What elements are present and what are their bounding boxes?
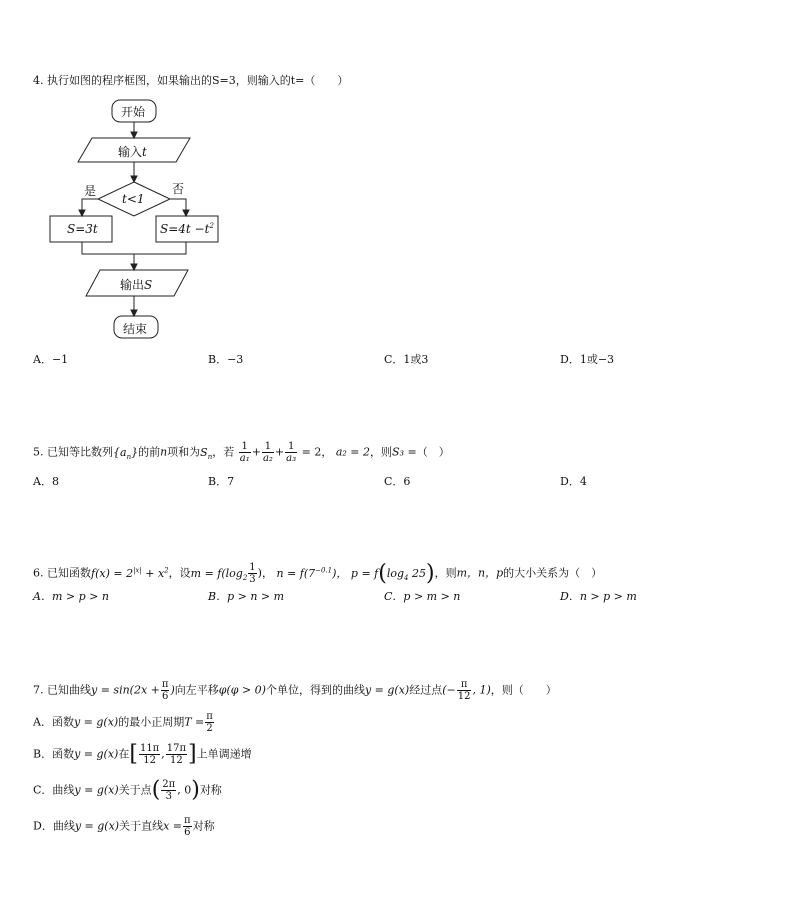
left-box-label: S=3t: [67, 222, 98, 236]
q7-option-b: B．函数y = g(x)在[ $\frac{11\pi}{12}$ , $\frac{17\pi}{12}$ ]上单调递增: [33, 741, 252, 767]
q5-option-a: A．8: [33, 475, 59, 488]
q4-option-a: A．−1: [33, 353, 69, 366]
q4-option-c: C．1或3: [384, 353, 429, 366]
q5-option-c: C．6: [384, 475, 411, 488]
q5-option-d: D．4: [560, 475, 587, 488]
flowchart-lines: [40, 96, 240, 346]
output-label: 输出S: [120, 278, 153, 292]
input-label: 输入t: [118, 145, 147, 159]
flowchart: [40, 96, 240, 346]
question-4-stem: 4. 执行如图的程序框图，如果输出的S=3，则输入的t=（ ）: [33, 74, 349, 87]
q5-option-b: B．7: [208, 475, 235, 488]
q6-option-b: B．p > n > m: [208, 590, 285, 603]
q4-option-b: B．−3: [208, 353, 244, 366]
q6-option-c: C．p > m > n: [384, 590, 461, 603]
no-label: 否: [172, 182, 185, 196]
condition-label: t<1: [122, 192, 145, 206]
question-7-stem: 7. 已知曲线y = sin(2x + $\frac{\pi}{6}$ )向左平移φ(φ > 0)个单位，得到的曲线y = g(x)经过点(− $\frac{\pi}{12}$ , 1)，则（ ）: [33, 679, 557, 702]
question-5-stem: 5. 已知等比数列$\{a_n\}$的前n项和为$S_n$，若 $\frac{1}{\text{a₁}}$ + $\frac{1}{\text{a₂}}$ + $\frac{1}{\text{a₃}}$ = 2， a₂ = 2，则S₃ =（ ）: [33, 441, 450, 464]
q6-option-a: A．m > p > n: [33, 590, 109, 603]
yes-label: 是: [84, 184, 97, 198]
question-6-stem: 6. 已知函数$f(x) = 2^{|x|} + x^2$，设$m = f(\log_2$ $\frac{1}{3}$ )， $n = f(7^{-0.1})$， $p = f(\log_4$ 25)，则m，n，p的大小关系为（ ）: [33, 560, 603, 586]
q7-option-c: C．曲线y = g(x)关于点( $\frac{2\pi}{3}$ , 0)对称: [33, 777, 222, 803]
q6-option-d: D．n > p > m: [560, 590, 637, 603]
end-label: 结束: [123, 322, 148, 336]
q4-option-d: D．1或−3: [560, 353, 615, 366]
q7-option-a: A．函数y = g(x)的最小正周期T = $\frac{\pi}{2}$: [33, 711, 213, 734]
q7-option-d: D．曲线y = g(x)关于直线x = $\frac{\pi}{6}$ 对称: [33, 815, 215, 838]
right-box-label: $S=4t -t^2$: [160, 222, 214, 236]
start-label: 开始: [121, 105, 146, 119]
